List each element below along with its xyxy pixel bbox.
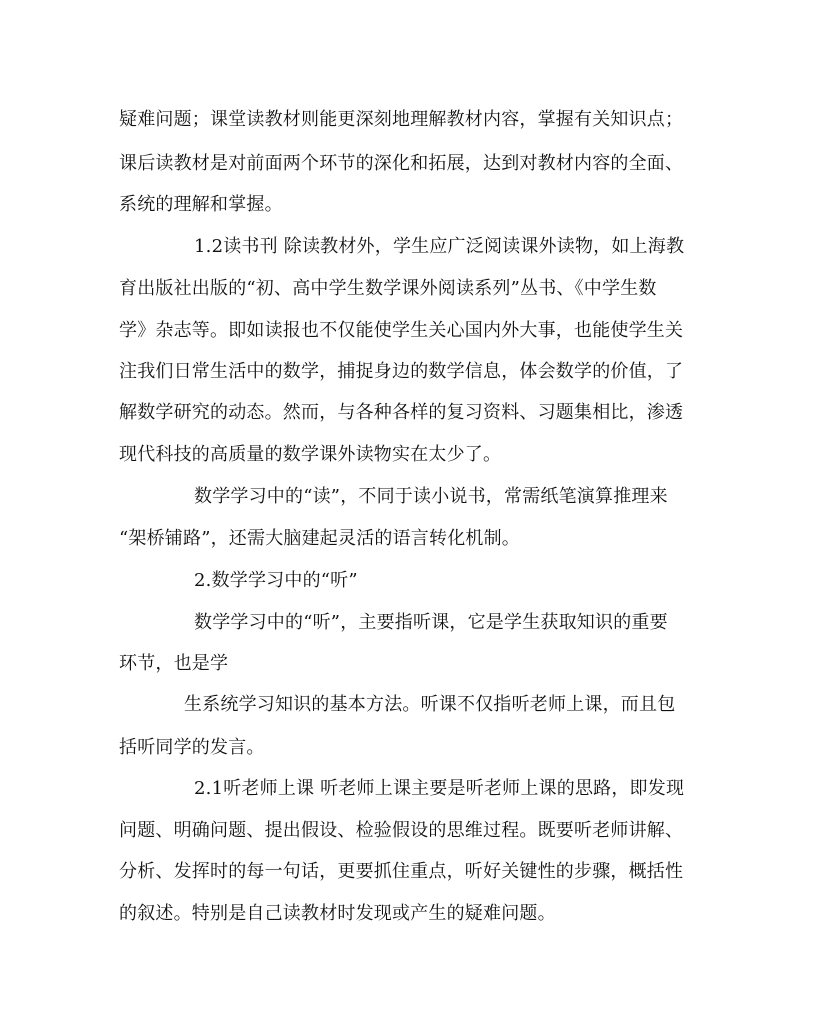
text-line: 注我们日常生活中的数学，捕捉身边的数学信息，体会数学的价值，了 <box>119 361 684 382</box>
text-line: 数学学习中的“读”，不同于读小说书，常需纸笔演算推理来 <box>194 486 668 507</box>
section-heading: 2.数学学习中的“听” <box>194 570 358 591</box>
text-line: 系统的理解和掌握。 <box>119 194 283 215</box>
text-line: 生系统学习知识的基本方法。听课不仅指听老师上课，而且包 <box>184 694 676 715</box>
text-line: 1.2读书刊 除读教材外，学生应广泛阅读课外读物，如上海教 <box>194 236 685 257</box>
text-line: 问题、明确问题、提出假设、检验假设的思维过程。既要听老师讲解、 <box>119 820 684 841</box>
text-line: 现代科技的高质量的数学课外读物实在太少了。 <box>119 444 502 465</box>
text-line: “架桥铺路”，还需大脑建起灵活的语言转化机制。 <box>119 528 521 549</box>
text-line: 的叙述。特别是自己读教材时发现或产生的疑难问题。 <box>119 903 556 924</box>
text-line: 数学学习中的“听”，主要指听课，它是学生获取知识的重要 <box>194 612 668 633</box>
text-line: 疑难问题；课堂读教材则能更深刻地理解教材内容，掌握有关知识点； <box>119 109 684 130</box>
text-line: 环节，也是学 <box>119 653 229 674</box>
text-line: 2.1听老师上课 听老师上课主要是听老师上课的思路，即发现 <box>194 778 685 799</box>
text-line: 学》杂志等。即如读报也不仅能使学生关心国内外大事，也能使学生关 <box>119 320 684 341</box>
text-line: 解数学研究的动态。然而，与各种各样的复习资料、习题集相比，渗透 <box>119 402 684 423</box>
text-line: 分析、发挥时的每一句话，更要抓住重点，听好关键性的步骤，概括性 <box>119 861 684 882</box>
text-line: 育出版社出版的“初、高中学生数学课外阅读系列”丛书、《中学生数 <box>119 278 657 299</box>
text-line: 括听同学的发言。 <box>119 737 265 758</box>
text-line: 课后读教材是对前面两个环节的深化和拓展，达到对教材内容的全面、 <box>119 153 684 174</box>
